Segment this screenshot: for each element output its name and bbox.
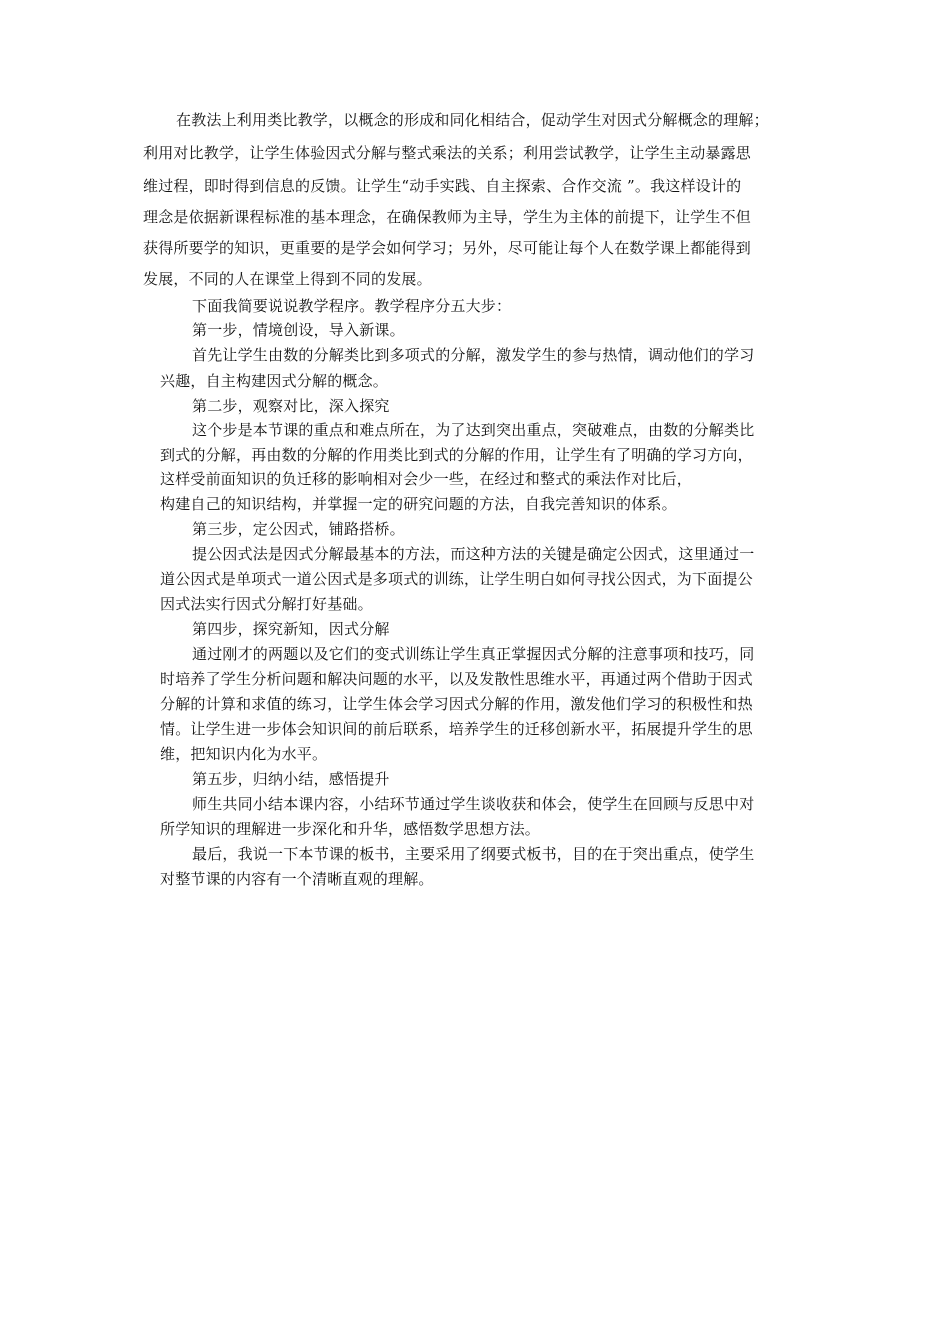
text-line: 首先让学生由数的分解类比到多项式的分解，激发学生的参与热情，调动他们的学习 <box>192 346 755 364</box>
text-line: 这样受前面知识的负迁移的影响相对会少一些，在经过和整式的乘法作对比后， <box>160 470 693 488</box>
text-line: 第四步，探究新知，因式分解 <box>192 620 390 638</box>
text-line: 道公因式是单项式一道公因式是多项式的训练，让学生明白如何寻找公因式，为下面提公 <box>160 570 753 588</box>
text-line: 下面我简要说说教学程序。教学程序分五大步： <box>192 297 512 315</box>
text-line: 获得所要学的知识，更重要的是学会如何学习；另外，尽可能让每个人在数学课上都能得到 <box>143 239 752 257</box>
text-line: 第一步，情境创设，导入新课。 <box>192 321 405 339</box>
text-line: 因式法实行因式分解打好基础。 <box>160 595 373 613</box>
text-line: 所学知识的理解进一步深化和升华，感悟数学思想方法。 <box>160 820 541 838</box>
text-line: 第二步，观察对比，深入探究 <box>192 397 390 415</box>
text-line: 兴趣，自主构建因式分解的概念。 <box>160 372 389 390</box>
text-line: 发展，不同的人在课堂上得到不同的发展。 <box>143 270 432 288</box>
text-line: 情。让学生进一步体会知识间的前后联系，培养学生的迁移创新水平，拓展提升学生的思 <box>160 720 753 738</box>
text-line: 利用对比教学，让学生体验因式分解与整式乘法的关系；利用尝试教学，让学生主动暴露思 <box>143 144 752 162</box>
text-line: 构建自己的知识结构，并掌握一定的研究问题的方法，自我完善知识的体系。 <box>160 495 677 513</box>
text-line: 最后，我说一下本节课的板书，主要采用了纲要式板书，目的在于突出重点，使学生 <box>192 845 755 863</box>
text-line: 第五步，归纳小结，感悟提升 <box>192 770 390 788</box>
text-line: 第三步，定公因式，铺路搭桥。 <box>192 520 405 538</box>
text-line: 在教法上利用类比教学，以概念的形成和同化相结合，促动学生对因式分解概念的理解； <box>176 111 769 129</box>
text-line: 提公因式法是因式分解最基本的方法，而这种方法的关键是确定公因式，这里通过一 <box>192 545 755 563</box>
text-line: 这个步是本节课的重点和难点所在，为了达到突出重点，突破难点，由数的分解类比 <box>192 421 755 439</box>
text-line: 到式的分解，再由数的分解的作用类比到式的分解的作用，让学生有了明确的学习方向， <box>160 446 753 464</box>
text-line: 时培养了学生分析问题和解决问题的水平，以及发散性思维水平，再通过两个借助于因式 <box>160 670 753 688</box>
text-line: 分解的计算和求值的练习，让学生体会学习因式分解的作用，激发他们学习的积极性和热 <box>160 695 753 713</box>
text-line: 师生共同小结本课内容，小结环节通过学生谈收获和体会，使学生在回顾与反思中对 <box>192 795 755 813</box>
text-line: 维过程，即时得到信息的反馈。让学生“动手实践、自主探索、合作交流 ”。我这样设计的 <box>143 177 742 195</box>
text-line: 对整节课的内容有一个清晰直观的理解。 <box>160 870 434 888</box>
text-line: 理念是依据新课程标准的基本理念，在确保教师为主导，学生为主体的前提下，让学生不但 <box>143 208 752 226</box>
text-line: 通过刚才的两题以及它们的变式训练让学生真正掌握因式分解的注意事项和技巧，同 <box>192 645 755 663</box>
text-line: 维，把知识内化为水平。 <box>160 745 328 763</box>
